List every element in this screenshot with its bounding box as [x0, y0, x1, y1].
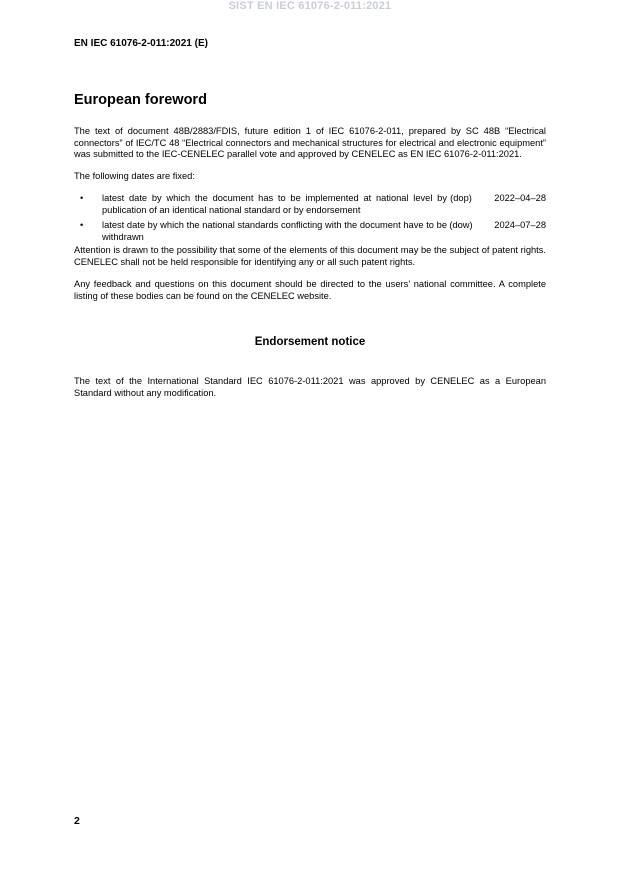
- bullet-icon: •: [80, 193, 84, 203]
- foreword-title: European foreword: [74, 92, 207, 108]
- date-value: 2022–04–28: [494, 193, 546, 203]
- date-description: latest date by which the document has to be implemented at national level by publication of an identical national standard or by endorsement: [102, 193, 447, 215]
- dates-intro: The following dates are fixed:: [74, 170, 195, 181]
- bullet-icon: •: [80, 220, 84, 230]
- endorsement-title: Endorsement notice: [254, 336, 366, 348]
- page-content: [74, 92, 546, 409]
- date-value: 2024–07–28: [494, 220, 546, 230]
- dates-list: [74, 193, 546, 243]
- watermark: SIST EN IEC 61076-2-011:2021: [228, 0, 392, 12]
- endorsement-text: The text of the International Standard IEC 61076-2-011:2021 was approved by CENELEC as a European Standard without any modification.: [74, 376, 546, 398]
- patent-notice: Attention is drawn to the possibility that some of the elements of this document may be the subject of patent rights. CENELEC shall not be held responsible for identifying any or all such patent rights.: [74, 245, 546, 267]
- document-identifier: EN IEC 61076-2-011:2021 (E): [74, 38, 208, 49]
- feedback-text: Any feedback and questions on this document should be directed to the users’ national committee. A complete listing of these bodies can be found on the CENELEC website.: [74, 279, 546, 301]
- date-description: latest date by which the national standards conflicting with the document have to be withdrawn: [102, 220, 447, 242]
- list-item: [74, 193, 546, 216]
- page-number: 2: [74, 815, 80, 827]
- date-code: (dop): [450, 193, 472, 203]
- foreword-intro: The text of document 48B/2883/FDIS, future edition 1 of IEC 61076-2-011, prepared by SC 48B “Electrical connectors” of IEC/TC 48 “Electrical connectors and mechanical structures for electrical and electronic equipment” was submitted to the IEC-CENELEC parallel vote and approved by CENELEC as EN IEC 61076-2-011:2021.: [74, 126, 546, 159]
- date-code: (dow): [449, 220, 473, 230]
- list-item: [74, 220, 546, 243]
